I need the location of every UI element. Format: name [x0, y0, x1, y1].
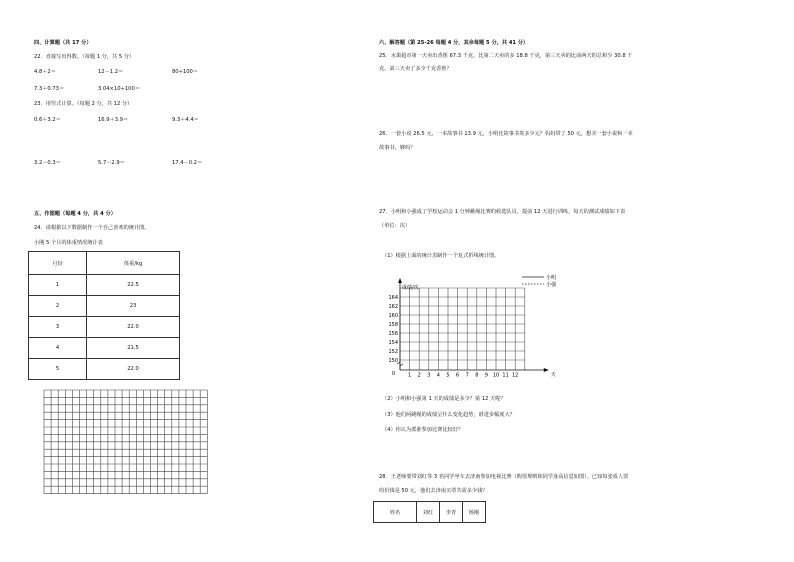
calc-item: 4.8＋2＝	[34, 69, 56, 75]
y-tick-label: 154	[388, 339, 398, 346]
question-23: 23．用竖式计算。（每题 2 分，共 12 分）	[34, 101, 133, 107]
calc-item: 80÷100＝	[172, 69, 199, 75]
table-cell: 22.0	[87, 317, 180, 338]
question-22: 22．直接写出得数。（每题 1 分，共 5 分）	[34, 54, 135, 60]
y-tick-label: 150	[388, 357, 398, 364]
x-tick-label: 5	[446, 372, 450, 379]
legend-label: 小强	[546, 282, 557, 288]
x-tick-label: 6	[456, 372, 460, 379]
table-row	[29, 359, 180, 380]
table-cell: 3	[29, 317, 87, 338]
table-cell: 21.5	[87, 338, 180, 359]
legend-label: 小明	[546, 275, 557, 281]
x-tick-label: 11	[502, 372, 509, 379]
calc-item: 3.04×10÷100＝	[98, 86, 140, 92]
x-tick-label: 8	[475, 372, 479, 379]
calc-item: 0.6＋3.2＝	[34, 117, 61, 123]
question-25: 25．水果超市第一天卖出香蕉 67.3 千克，比第二天卖的多 18.8 千克，第三天卖的比前两天的总和少 30.8 千	[379, 53, 633, 59]
x-tick-label: 1	[408, 372, 412, 379]
table-header: 体重/kg	[87, 252, 180, 275]
calc-item: 16.9＋3.9＝	[98, 117, 129, 123]
table-cell: 李青	[440, 502, 463, 523]
blank-grid	[36, 388, 236, 508]
y-tick-label: 164	[388, 294, 398, 301]
calc-item: 12－1.2＝	[98, 69, 124, 75]
calc-item: 17.4－0.2＝	[172, 160, 203, 166]
x-tick-label: 12	[512, 372, 519, 379]
question-27-part-2: （2）小明和小强第 1 天的成绩是多少？第 12 天呢？	[382, 396, 506, 402]
table-cell: 22.5	[87, 275, 180, 296]
weight-table	[28, 251, 180, 380]
table-header-row	[29, 252, 180, 275]
section-4-title: 四、计算题（共 17 分）	[34, 40, 92, 46]
question-24: 24．请根据以下数据制作一个自己喜欢的统计图。	[34, 225, 150, 231]
line-chart	[370, 274, 570, 389]
table-header: 月份	[29, 252, 87, 275]
section-5-title: 五、作图题（每题 4 分，共 4 分）	[34, 211, 116, 217]
x-tick-label: 10	[492, 372, 500, 379]
table-cell: 5	[29, 359, 87, 380]
question-28: 28．王老师要带刘红等 3 名同学坐车去济南参加电视比赛（购票规则和同学身高信息如图）。已知每张成人票	[379, 474, 629, 480]
table-cell: 刘红	[417, 502, 440, 523]
question-27-cont: （单位：次）	[379, 223, 411, 229]
table-cell: 23	[87, 296, 180, 317]
x-tick-label: 4	[436, 372, 440, 379]
x-tick-label: 9	[484, 372, 488, 379]
student-name-table	[373, 501, 486, 523]
calc-item: 7.3＋0.73＝	[34, 86, 65, 92]
question-28-cont: 的价钱是 50 元，他们去济南买票共需多少钱？	[379, 488, 488, 494]
question-27: 27．小明和小强成了学校运动会 1 分钟跳绳比赛的候选队员，提前 12 天进行训练。每天的测试成绩如下表	[379, 209, 626, 215]
table-cell: 杨刚	[463, 502, 486, 523]
origin-label: 0	[391, 371, 395, 377]
table-cell: 2	[29, 296, 87, 317]
table-caption: 小刚 5 个月的体重情况统计表	[34, 240, 103, 246]
y-axis-arrow	[398, 278, 402, 283]
y-axis-label: 成绩/次	[402, 285, 419, 291]
y-tick-label: 156	[388, 330, 398, 337]
calc-item: 5.7－2.9＝	[98, 160, 125, 166]
table-header: 姓名	[374, 502, 417, 523]
table-row	[374, 502, 486, 523]
x-tick-label: 3	[427, 372, 431, 379]
question-27-part-4: （4）你认为派谁参加比赛比较好？	[382, 427, 464, 433]
y-tick-label: 152	[388, 348, 398, 355]
x-axis-label: 天	[550, 372, 556, 378]
y-tick-label: 160	[388, 312, 398, 319]
question-25-cont: 克。第三天卖了多少千克香蕉？	[379, 66, 452, 72]
calc-item: 9.3＋4.4＝	[172, 117, 199, 123]
question-27-part-1: （1）根据上面的统计表制作一个复式折线统计图。	[382, 253, 500, 259]
x-axis-arrow	[544, 368, 549, 372]
y-tick-label: 162	[388, 303, 398, 310]
section-6-title: 六、解答题（第 25-26 每题 4 分，其余每题 5 分，共 41 分）	[379, 40, 529, 46]
calc-item: 3.2－0.3＝	[34, 160, 61, 166]
table-row	[29, 338, 180, 359]
y-tick-label: 158	[388, 321, 398, 328]
question-27-part-3: （3）他们两跳绳的成绩呈什么变化趋势，谁进步幅度大？	[382, 412, 515, 418]
question-26: 26．一套小说 26.5 元，一本故事书 13.9 元，小明比故事书贵多少元？妈妈带了 50 元，想买一套小说和一本	[379, 131, 633, 137]
table-cell: 22.0	[87, 359, 180, 380]
question-26-cont: 故事书，够吗？	[379, 145, 416, 151]
x-tick-label: 7	[465, 372, 469, 379]
table-cell: 4	[29, 338, 87, 359]
x-tick-label: 2	[417, 372, 421, 379]
table-row	[29, 296, 180, 317]
table-row	[29, 317, 180, 338]
table-cell: 1	[29, 275, 87, 296]
table-row	[29, 275, 180, 296]
